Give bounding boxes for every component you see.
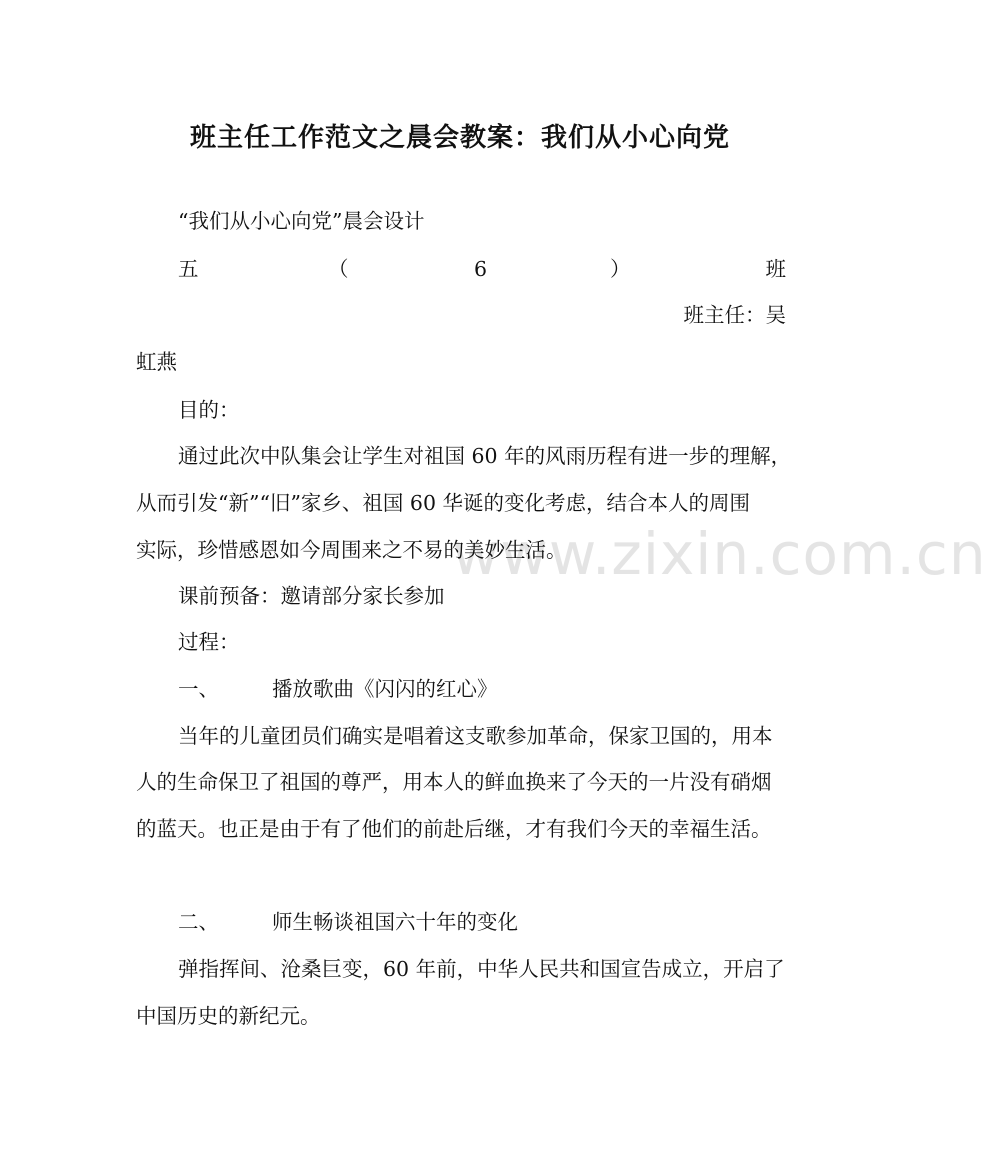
teacher-name-continued: 虹燕 bbox=[136, 350, 177, 374]
section-2-text-line: 中国历史的新纪元。 bbox=[136, 1004, 321, 1028]
section-1-heading bbox=[178, 674, 498, 704]
section-1-text-line: 当年的儿童团员们确实是唱着这支歌参加革命，保家卫国的，用本 bbox=[178, 724, 773, 748]
subtitle: “我们从小心向党”晨会设计 bbox=[178, 209, 425, 233]
section-2-number: 二、 bbox=[178, 910, 219, 934]
class-suffix: 班 bbox=[765, 257, 786, 281]
class-grade: 五 bbox=[178, 257, 199, 281]
section-2-title: 师生畅谈祖国六十年的变化 bbox=[272, 910, 518, 934]
purpose-heading: 目的： bbox=[178, 398, 240, 422]
purpose-text-line: 从而引发“新”“旧”家乡、祖国 60 华诞的变化考虑，结合本人的周围 bbox=[136, 491, 751, 515]
document-title: 班主任工作范文之晨会教案：我们从小心向党 bbox=[189, 123, 730, 153]
preparation: 课前预备：邀请部分家长参加 bbox=[178, 584, 445, 608]
section-1-text-line: 人的生命保卫了祖国的尊严，用本人的鲜血换来了今天的一片没有硝烟 bbox=[136, 770, 772, 794]
class-open-paren: （ bbox=[328, 257, 349, 281]
purpose-text-line: 实际，珍惜感恩如今周围来之不易的美妙生活。 bbox=[136, 538, 567, 562]
section-2-heading bbox=[178, 907, 518, 937]
process-heading: 过程： bbox=[178, 630, 240, 654]
class-number: 6 bbox=[474, 257, 488, 281]
teacher-line: 班主任：吴 bbox=[683, 303, 786, 327]
section-1-number: 一、 bbox=[178, 677, 219, 701]
section-1-text-line: 的蓝天。也正是由于有了他们的前赴后继，才有我们今天的幸福生活。 bbox=[136, 817, 772, 841]
class-line bbox=[178, 254, 786, 284]
watermark: www.zixin.com.cn bbox=[452, 520, 987, 588]
purpose-text-line: 通过此次中队集会让学生对祖国 60 年的风雨历程有进一步的理解， bbox=[178, 444, 792, 468]
class-close-paren: ） bbox=[610, 257, 631, 281]
section-1-title: 播放歌曲《闪闪的红心》 bbox=[272, 677, 498, 701]
section-2-text-line: 弹指挥间、沧桑巨变，60 年前，中华人民共和国宣告成立，开启了 bbox=[178, 957, 785, 981]
